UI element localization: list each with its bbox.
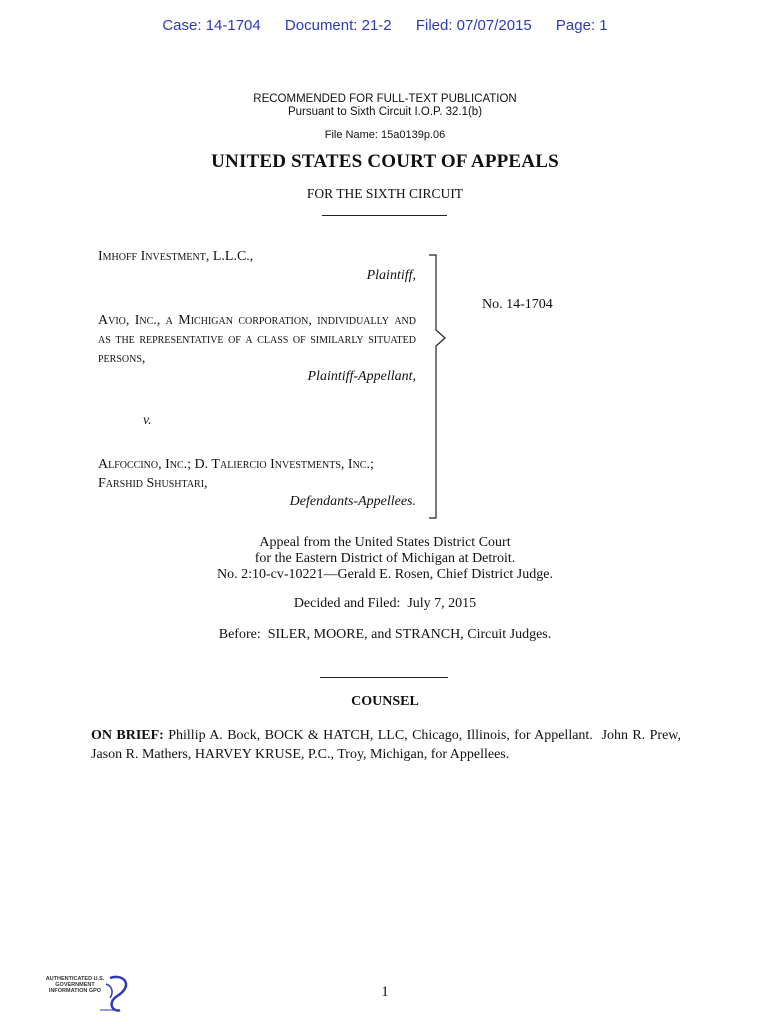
appeal-line-2: for the Eastern District of Michigan at Detroit.: [254, 551, 516, 566]
party-plaintiff-appellant-text: Avio, Inc., a Michigan corporation, individually and as the representative of a class of similarly situated persons,: [98, 313, 416, 366]
court-name: UNITED STATES COURT OF APPEALS: [211, 151, 559, 172]
on-brief-label: ON BRIEF:: [91, 728, 164, 743]
panel-judges: Before: SILER, MOORE, and STRANCH, Circuit Judges.: [218, 627, 552, 642]
case-number: Case: 14-1704: [162, 17, 261, 34]
appeal-origin: [0, 535, 770, 583]
gpo-authentication-seal: [40, 972, 130, 1018]
appeal-line-1: Appeal from the United States District Court: [259, 535, 511, 550]
counsel-heading: COUNSEL: [351, 694, 419, 709]
party-plaintiff: Imhoff Investment, L.L.C.,: [98, 249, 254, 264]
versus: v.: [143, 413, 152, 428]
party-plaintiff-appellant: [98, 311, 416, 368]
page-indicator: Page: 1: [555, 17, 608, 34]
on-brief-text: Phillip A. Bock, BOCK & HATCH, LLC, Chicago, Illinois, for Appellant. John R. Prew, Jason R. Mathers, HARVEY KRUSE, P.C., Troy, Michigan, for Appellees.: [91, 728, 685, 762]
publication-line-2: Pursuant to Sixth Circuit I.O.P. 32.1(b): [287, 106, 483, 118]
court-circuit: FOR THE SIXTH CIRCUIT: [306, 186, 464, 201]
party-defendants-role: Defendants-Appellees.: [289, 494, 416, 509]
party-plaintiff-role: Plaintiff,: [366, 268, 416, 283]
document-number: Document: 21-2: [284, 17, 392, 34]
gpo-seal-text: AUTHENTICATED U.S. GOVERNMENT INFORMATION GPO: [45, 976, 105, 994]
docket-number: No. 14-1704: [482, 297, 553, 312]
decided-date: Decided and Filed: July 7, 2015: [293, 596, 477, 611]
appeal-line-3: No. 2:10-cv-10221—Gerald E. Rosen, Chief District Judge.: [217, 567, 553, 582]
party-defendants: Alfoccino, Inc.; D. Taliercio Investments, Inc.; Farshid Shushtari,: [98, 457, 374, 491]
filing-header: [0, 17, 770, 34]
publication-line-1: RECOMMENDED FOR FULL-TEXT PUBLICATION: [253, 93, 517, 105]
caption-bracket: [425, 250, 449, 525]
party-plaintiff-appellant-role: Plaintiff-Appellant,: [307, 369, 416, 384]
publication-notice: [0, 93, 770, 119]
counsel-on-brief: [91, 726, 685, 764]
counsel-divider: [320, 677, 448, 678]
heading-divider: [322, 215, 447, 216]
file-name: File Name: 15a0139p.06: [324, 129, 446, 141]
filed-date: Filed: 07/07/2015: [415, 17, 532, 34]
page-number: 1: [381, 984, 389, 1000]
